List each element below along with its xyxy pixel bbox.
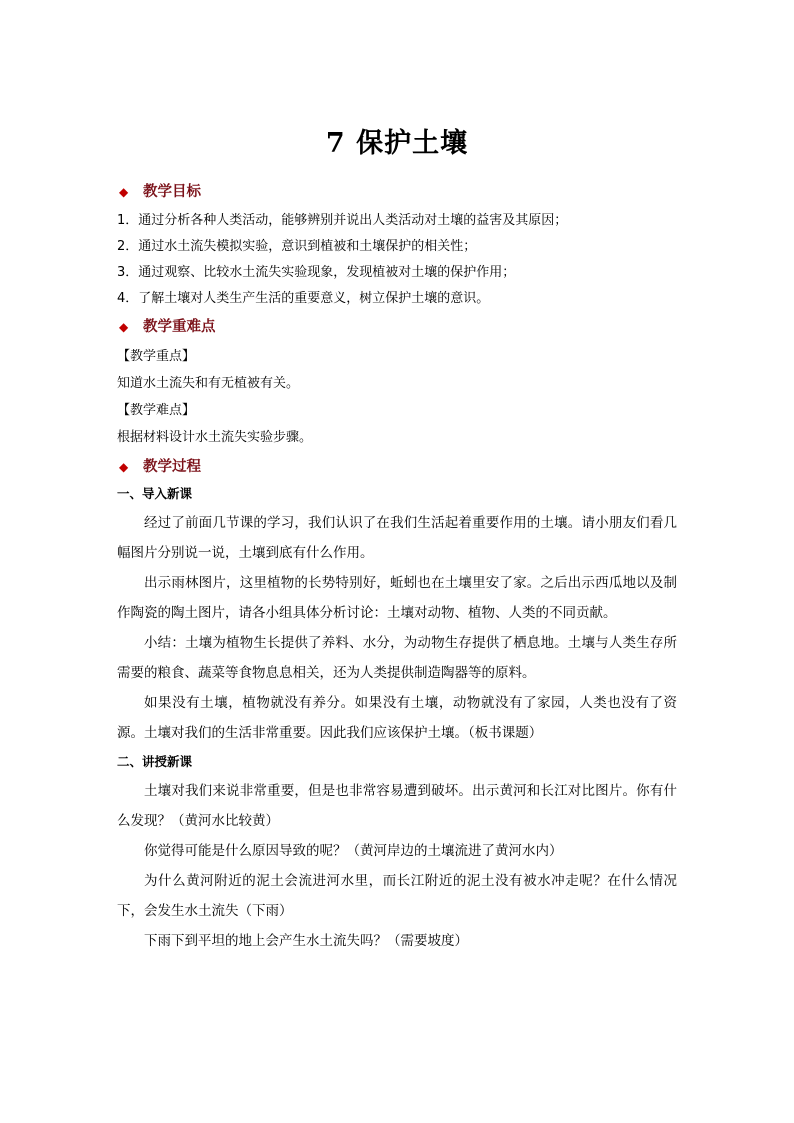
section-heading-goals <box>117 179 677 205</box>
focus-label: 【教学重点】 <box>117 349 196 364</box>
difficulty-label: 【教学难点】 <box>117 403 196 418</box>
section-heading-text: 教学目标 <box>143 184 201 200</box>
difficulty-text: 根据材料设计水土流失实验步骤。 <box>117 430 313 445</box>
paragraph: 你觉得可能是什么原因导致的呢？（黄河岸边的土壤流进了黄河水内） <box>144 843 563 859</box>
goal-item: 2．通过水土流失模拟实验，意识到植被和土壤保护的相关性； <box>117 239 477 254</box>
paragraph: 出示雨林图片，这里植物的长势特别好，蚯蚓也在土壤里安了家。之后出示西瓜地以及制作陶瓷的陶土图片，请各小组具体分析讨论：土壤对动物、植物、人类的不同贡献。 <box>117 575 677 621</box>
goal-item: 1．通过分析各种人类活动，能够辨别并说出人类活动对土壤的益害及其原因； <box>117 213 568 228</box>
diamond-icon: ◆ <box>119 460 129 474</box>
paragraph: 为什么黄河附近的泥土会流进河水里，而长江附近的泥土没有被水冲走呢？在什么情况下，会发生水土流失（下雨） <box>117 873 677 919</box>
section-heading-text: 教学过程 <box>143 459 201 475</box>
section-heading-keypoints <box>117 314 677 340</box>
subheading-intro: 一、导入新课 <box>117 486 193 501</box>
section-heading-text: 教学重难点 <box>143 319 216 335</box>
subheading-new-lesson: 二、讲授新课 <box>117 754 193 769</box>
focus-text: 知道水土流失和有无植被有关。 <box>117 376 300 391</box>
goal-item: 4．了解土壤对人类生产生活的重要意义，树立保护土壤的意识。 <box>117 291 490 306</box>
paragraph: 下雨下到平坦的地上会产生水土流失吗？（需要坡度） <box>144 933 468 949</box>
paragraph: 如果没有土壤，植物就没有养分。如果没有土壤，动物就没有了家园，人类也没有了资源。土壤对我们的生活非常重要。因此我们应该保护土壤。（板书课题） <box>117 695 677 741</box>
paragraph: 小结：土壤为植物生长提供了养料、水分，为动物生存提供了栖息地。土壤与人类生存所需要的粮食、蔬菜等食物息息相关，还为人类提供制造陶器等的原料。 <box>117 635 677 681</box>
goal-item: 3．通过观察、比较水土流失实验现象，发现植被对土壤的保护作用； <box>117 265 516 280</box>
page-title: 7 保护土壤 <box>325 128 469 159</box>
diamond-icon: ◆ <box>119 185 129 199</box>
paragraph: 土壤对我们来说非常重要，但是也非常容易遭到破坏。出示黄河和长江对比图片。你有什么发现？（黄河水比较黄） <box>117 783 677 829</box>
diamond-icon: ◆ <box>119 320 129 334</box>
section-heading-process <box>117 454 677 480</box>
document-body <box>117 176 677 956</box>
paragraph: 经过了前面几节课的学习，我们认识了在我们生活起着重要作用的土壤。请小朋友们看几幅图片分别说一说，土壤到底有什么作用。 <box>117 515 677 561</box>
